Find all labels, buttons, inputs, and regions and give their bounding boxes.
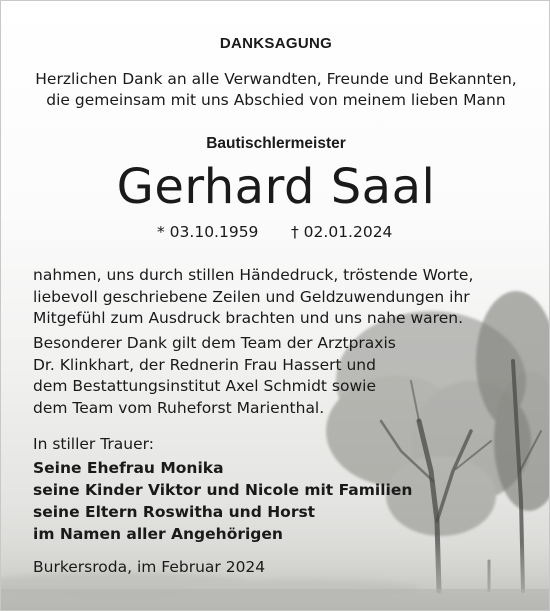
intro-line: Herzlichen Dank an alle Verwandten, Freunde und Bekannten, [35,70,517,88]
special-thanks-line: dem Team vom Ruheforst Marienthal. [33,398,325,417]
thanks-body [33,265,523,330]
deceased-occupation: Bautischlermeister [206,135,346,152]
place-date: Burkersroda, im Februar 2024 [33,558,266,576]
mourning-intro: In stiller Trauer: [33,435,154,453]
special-thanks-line: Besonderer Dank gilt dem Team der Arztpraxis [33,334,396,352]
special-thanks-line: dem Bestattungsinstitut Axel Schmidt sowie [33,377,377,395]
intro-text [1,69,550,111]
mourners-list [33,457,412,545]
body-line: Mitgefühl zum Ausdruck brachten und uns nahe waren. [33,309,464,327]
death-date: † 02.01.2024 [291,223,393,241]
special-thanks [33,333,523,419]
birth-date: * 03.10.1959 [157,223,259,241]
mourner-line: seine Eltern Roswitha und Horst [33,503,316,521]
mourner-line: Seine Ehefrau Monika [33,459,224,477]
notice-content [1,1,550,611]
special-thanks-line: Dr. Klinkhart, der Rednerin Frau Hassert und [33,355,376,374]
intro-line: die gemeinsam mit uns Abschied von meinem lieben Mann [46,91,506,109]
mourner-line: im Namen aller Angehörigen [33,525,283,543]
body-line: nahmen, uns durch stillen Händedruck, tröstende Worte, [33,266,474,284]
notice-heading: DANKSAGUNG [219,35,333,52]
mourner-line: seine Kinder Viktor und Nicole mit Familien [33,481,413,499]
deceased-name: Gerhard Saal [116,159,436,215]
body-line: liebevoll geschriebene Zeilen und Geldzuwendungen ihr [33,287,470,306]
